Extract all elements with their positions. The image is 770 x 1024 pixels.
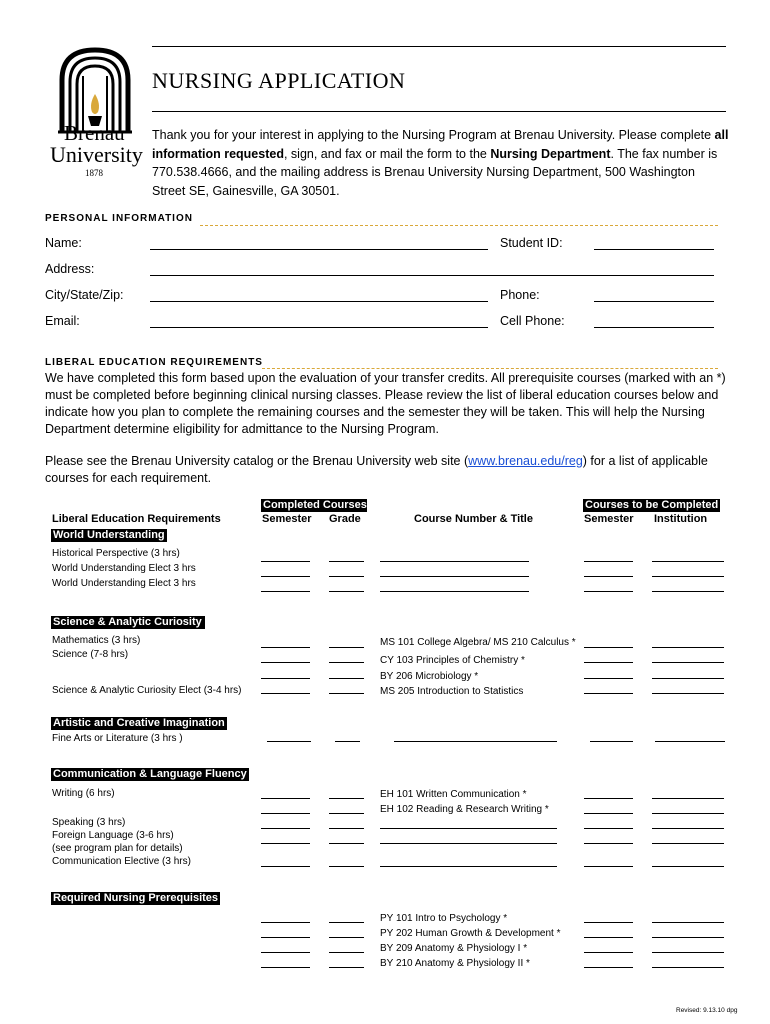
phone-field[interactable] [594,301,714,302]
req-row: Writing (6 hrs) [52,788,115,799]
institution-field[interactable] [652,591,724,592]
grade-field[interactable] [329,576,364,577]
completed-semester-field[interactable] [261,576,310,577]
email-field[interactable] [150,327,488,328]
course-field[interactable] [380,828,557,829]
semester-header: Semester [262,513,312,525]
grade-field[interactable] [329,678,364,679]
planned-semester-field[interactable] [584,967,633,968]
grade-header: Grade [329,513,361,525]
planned-semester-field[interactable] [584,828,633,829]
institution-field[interactable] [652,693,724,694]
address-field[interactable] [150,275,714,276]
course-row: MS 101 College Algebra/ MS 210 Calculus * [380,637,576,648]
catalog-a: Please see the Brenau University catalog or the Brenau University web site ( [45,454,469,468]
catalog-paragraph [45,453,735,487]
req-row: Speaking (3 hrs) [52,817,126,828]
name-label: Name: [45,236,82,250]
req-row: Mathematics (3 hrs) [52,635,141,646]
course-row: PY 202 Human Growth & Development * [380,928,561,939]
grade-field[interactable] [329,952,364,953]
logo-name-line1: Brenau [64,121,125,145]
completed-semester-field[interactable] [261,813,310,814]
grade-field[interactable] [329,813,364,814]
completed-semester-field[interactable] [261,937,310,938]
section-communication: Communication & Language Fluency [53,768,247,780]
course-field[interactable] [380,866,557,867]
planned-semester-field[interactable] [584,662,633,663]
grade-field[interactable] [329,662,364,663]
planned-semester-field[interactable] [584,813,633,814]
grade-field[interactable] [329,967,364,968]
req-row: Foreign Language (3-6 hrs) [52,830,174,841]
institution-field[interactable] [652,922,724,923]
planned-semester-field[interactable] [584,576,633,577]
personal-info-heading: PERSONAL INFORMATION [45,213,193,224]
req-row: World Understanding Elect 3 hrs [52,563,196,574]
institution-field[interactable] [652,678,724,679]
institution-field[interactable] [652,866,724,867]
institution-field[interactable] [652,843,724,844]
grade-field[interactable] [329,843,364,844]
req-row: (see program plan for details) [52,843,183,854]
req-row: World Understanding Elect 3 hrs [52,578,196,589]
planned-semester-field[interactable] [584,561,633,562]
student-id-field[interactable] [594,249,714,250]
logo-name-line2: University [50,142,143,167]
intro-c: , sign, and fax or mail the form to the [283,146,491,161]
institution-field[interactable] [652,813,724,814]
course-row: EH 102 Reading & Research Writing * [380,804,549,815]
course-field[interactable] [380,591,529,592]
section-artistic: Artistic and Creative Imagination [53,717,225,729]
completed-semester-field[interactable] [261,591,310,592]
planned-semester-field[interactable] [590,741,633,742]
grade-field[interactable] [329,922,364,923]
completed-semester-field[interactable] [261,561,310,562]
grade-field[interactable] [329,693,364,694]
completed-semester-field[interactable] [261,828,310,829]
course-row: BY 210 Anatomy & Physiology II * [380,958,530,969]
section-prerequisites: Required Nursing Prerequisites [53,892,219,904]
institution-field[interactable] [652,561,724,562]
course-field[interactable] [380,561,529,562]
institution-field[interactable] [652,647,724,648]
planned-semester-field[interactable] [584,678,633,679]
completed-semester-field[interactable] [261,678,310,679]
grade-field[interactable] [329,866,364,867]
completed-semester-field[interactable] [261,952,310,953]
completed-semester-field[interactable] [261,798,310,799]
top-rule [152,46,726,47]
completed-semester-field[interactable] [261,647,310,648]
req-row: Fine Arts or Literature (3 hrs ) [52,733,183,744]
cell-phone-field[interactable] [594,327,714,328]
planned-semester-field[interactable] [584,798,633,799]
completed-semester-field[interactable] [261,967,310,968]
col-req-header: Liberal Education Requirements [52,513,221,525]
completed-semester-field[interactable] [261,662,310,663]
catalog-b: ) for a list of applicable courses for each requirement. [45,454,708,485]
grade-field[interactable] [329,828,364,829]
institution-field[interactable] [652,937,724,938]
grade-field[interactable] [329,561,364,562]
completed-courses-header: Completed Courses [263,499,367,511]
brenau-logo [50,46,143,186]
institution-field[interactable] [652,576,724,577]
city-field[interactable] [150,301,488,302]
completed-semester-field[interactable] [261,922,310,923]
section-world-understanding: World Understanding [53,529,165,541]
email-label: Email: [45,314,80,328]
intro-e: . The fax number is 770.538.4666, and the mailing address is Brenau University Nursing Department, 500 Washington Street SE, Gainesville, GA 30501. [152,146,718,198]
title-rule [152,111,726,112]
completed-semester-field[interactable] [261,866,310,867]
intro-paragraph [152,126,730,200]
planned-semester-field[interactable] [584,866,633,867]
completed-semester-field[interactable] [267,741,311,742]
intro-b: all information requested [152,128,729,161]
address-label: Address: [45,262,95,276]
student-id-label: Student ID: [500,236,563,250]
institution-field[interactable] [655,741,725,742]
name-field[interactable] [150,249,488,250]
institution-field[interactable] [652,952,724,953]
planned-semester-field[interactable] [584,647,633,648]
catalog-link[interactable]: www.brenau.edu/reg [468,454,583,468]
planned-semester-field[interactable] [584,952,633,953]
city-label: City/State/Zip: [45,288,124,302]
grade-field[interactable] [335,741,360,742]
institution-field[interactable] [652,967,724,968]
institution-header: Institution [654,513,708,525]
phone-label: Phone: [500,288,540,302]
institution-field[interactable] [652,828,724,829]
planned-semester-field[interactable] [584,937,633,938]
page-title: NURSING APPLICATION [152,68,406,93]
grade-field[interactable] [329,937,364,938]
revised-note: Revised: 9.13.10 dpg [676,1007,738,1014]
liberal-heading: LIBERAL EDUCATION REQUIREMENTS [45,357,263,368]
planned-semester-field[interactable] [584,591,633,592]
planned-semester-field[interactable] [584,843,633,844]
course-header: Course Number & Title [414,513,533,525]
to-be-completed-header: Courses to be Completed [585,499,719,511]
grade-field[interactable] [329,591,364,592]
req-row: Science (7-8 hrs) [52,649,129,660]
course-row: EH 101 Written Communication * [380,789,527,800]
intro-a: Thank you for your interest in applying to the Nursing Program at Brenau University. Please complete [152,128,715,142]
grade-field[interactable] [329,647,364,648]
completed-semester-field[interactable] [261,843,310,844]
intro-d: Nursing Department [490,146,611,161]
planned-semester-field[interactable] [584,922,633,923]
course-field[interactable] [380,576,529,577]
institution-field[interactable] [652,662,724,663]
course-row: PY 101 Intro to Psychology * [380,913,508,924]
completed-semester-field[interactable] [261,693,310,694]
planned-semester-field[interactable] [584,693,633,694]
personal-heading-rule [200,225,718,226]
logo-year: 1878 [85,168,103,178]
req-row: Science & Analytic Curiosity Elect (3-4 hrs) [52,685,242,696]
liberal-paragraph: We have completed this form based upon the evaluation of your transfer credits. All prerequisite courses (marked with an *) must be completed before beginning clinical nursing classes. Please review the list of liberal education courses below and indicate how you plan to complete the remaining courses and the semester they will be taken. This will help the Nursing Department determine eligibility for admittance to the Nursing Program. [45,371,726,436]
institution-field[interactable] [652,798,724,799]
course-field[interactable] [380,843,557,844]
course-row: MS 205 Introduction to Statistics [380,686,524,697]
course-row: BY 209 Anatomy & Physiology I * [380,943,528,954]
course-row: BY 206 Microbiology * [380,671,479,682]
liberal-heading-rule [262,368,718,369]
grade-field[interactable] [329,798,364,799]
course-field[interactable] [394,741,557,742]
course-row: CY 103 Principles of Chemistry * [380,655,525,666]
semester2-header: Semester [584,513,634,525]
section-science: Science & Analytic Curiosity [51,616,205,629]
req-row: Historical Perspective (3 hrs) [52,548,180,559]
cell-phone-label: Cell Phone: [500,314,565,328]
req-row: Communication Elective (3 hrs) [52,856,191,867]
